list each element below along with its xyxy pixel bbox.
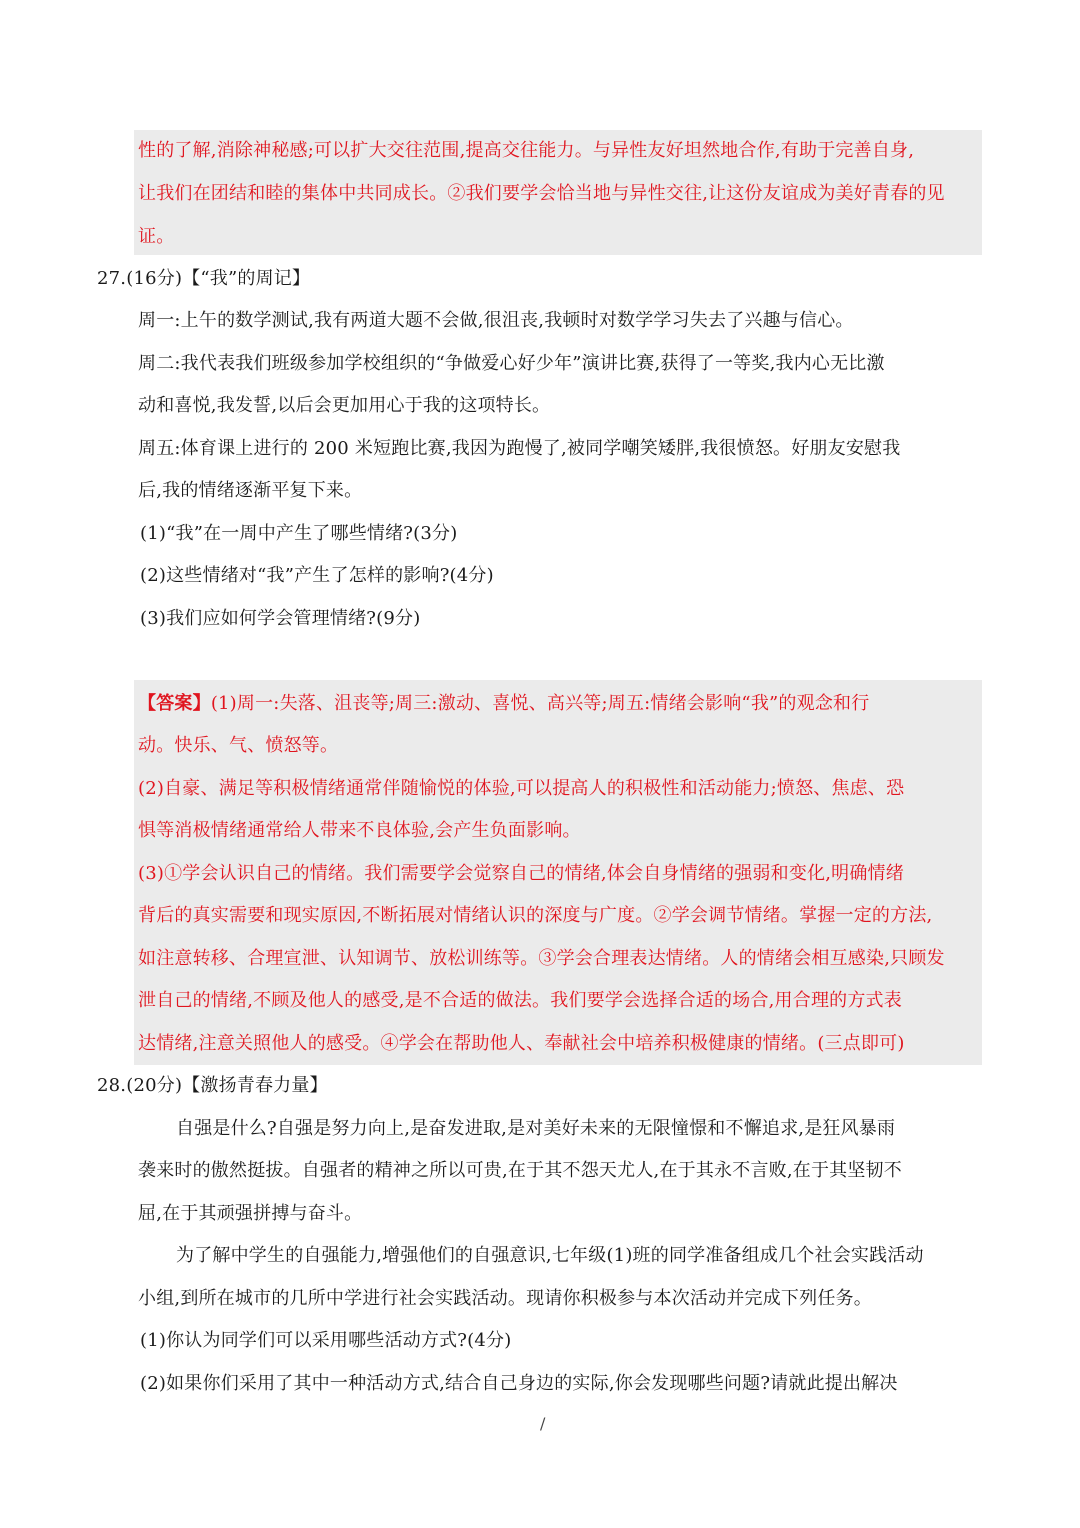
q27-answer-line: 如注意转移、合理宣泄、认知调节、放松训练等。③学会合理表达情绪。人的情绪会相互感染,只顾发 — [138, 948, 945, 969]
q28-question-1: (1)你认为同学们可以采用哪些活动方式?(4分) — [140, 1330, 512, 1351]
q28-heading: 28.(20分)【激扬青春力量】 — [97, 1075, 328, 1096]
q28-para1-line: 袭来时的傲然挺拔。自强者的精神之所以可贵,在于其不怨天尤人,在于其永不言败,在于其坚韧不 — [138, 1160, 902, 1181]
q27-body-line: 周五:体育课上进行的 200 米短跑比赛,我因为跑慢了,被同学嘲笑矮胖,我很愤怒。好朋友安慰我 — [138, 438, 901, 459]
q28-question-2: (2)如果你们采用了其中一种活动方式,结合自己身边的实际,你会发现哪些问题?请就此提出解决 — [140, 1373, 898, 1394]
q27-answer-line: 达情绪,注意关照他人的感受。④学会在帮助他人、奉献社会中培养积极健康的情绪。(三点即可) — [138, 1033, 905, 1054]
q27-question-3: (3)我们应如何学会管理情绪?(9分) — [140, 608, 421, 629]
q27-question-2: (2)这些情绪对“我”产生了怎样的影响?(4分) — [140, 565, 494, 586]
previous-answer-line-3: 证。 — [138, 226, 175, 247]
q28-para1-line: 自强是什么?自强是努力向上,是奋发进取,是对美好未来的无限憧憬和不懈追求,是狂风暴雨 — [176, 1118, 896, 1139]
q27-body-line: 周二:我代表我们班级参加学校组织的“争做爱心好少年”演讲比赛,获得了一等奖,我内心无比激 — [138, 353, 885, 374]
q27-answer-first-line — [138, 691, 869, 717]
answer-line-text: (1)周一:失落、沮丧等;周三:激动、喜悦、高兴等;周五:情绪会影响“我”的观念和行 — [210, 693, 870, 714]
page-footer: / — [540, 1414, 546, 1433]
q28-para1-line: 屈,在于其顽强拼搏与奋斗。 — [138, 1203, 363, 1224]
q27-answer-line: 动。快乐、气、愤怒等。 — [138, 735, 339, 756]
previous-answer-line-2: 让我们在团结和睦的集体中共同成长。②我们要学会恰当地与异性交往,让这份友谊成为美好青春的见 — [138, 183, 945, 204]
previous-answer-line-1: 性的了解,消除神秘感;可以扩大交往范围,提高交往能力。与异性友好坦然地合作,有助于完善自身, — [138, 140, 915, 161]
q27-answer-line: 惧等消极情绪通常给人带来不良体验,会产生负面影响。 — [138, 820, 581, 841]
q27-answer-line: 背后的真实需要和现实原因,不断拓展对情绪认识的深度与广度。②学会调节情绪。掌握一定的方法, — [138, 905, 933, 926]
q28-para2-line: 小组,到所在城市的几所中学进行社会实践活动。现请你积极参与本次活动并完成下列任务。 — [138, 1288, 872, 1309]
q27-answer-line: (2)自豪、满足等积极情绪通常伴随愉悦的体验,可以提高人的积极性和活动能力;愤怒、焦虑、恐 — [138, 778, 905, 799]
q27-heading: 27.(16分)【“我”的周记】 — [97, 268, 311, 289]
q27-answer-line: (3)①学会认识自己的情绪。我们需要学会觉察自己的情绪,体会自身情绪的强弱和变化,明确情绪 — [138, 863, 904, 884]
q27-body-line: 动和喜悦,我发誓,以后会更加用心于我的这项特长。 — [138, 395, 551, 416]
q27-body-line: 后,我的情绪逐渐平复下来。 — [138, 480, 363, 501]
q28-para2-line: 为了解中学生的自强能力,增强他们的自强意识,七年级(1)班的同学准备组成几个社会实践活动 — [176, 1245, 924, 1266]
answer-tag: 【答案】 — [138, 693, 211, 714]
q27-body-line: 周一:上午的数学测试,我有两道大题不会做,很沮丧,我顿时对数学学习失去了兴趣与信心。 — [138, 310, 854, 331]
q27-question-1: (1)“我”在一周中产生了哪些情绪?(3分) — [140, 523, 458, 544]
q27-answer-line: 泄自己的情绪,不顾及他人的感受,是不合适的做法。我们要学会选择合适的场合,用合理的方式表 — [138, 990, 902, 1011]
